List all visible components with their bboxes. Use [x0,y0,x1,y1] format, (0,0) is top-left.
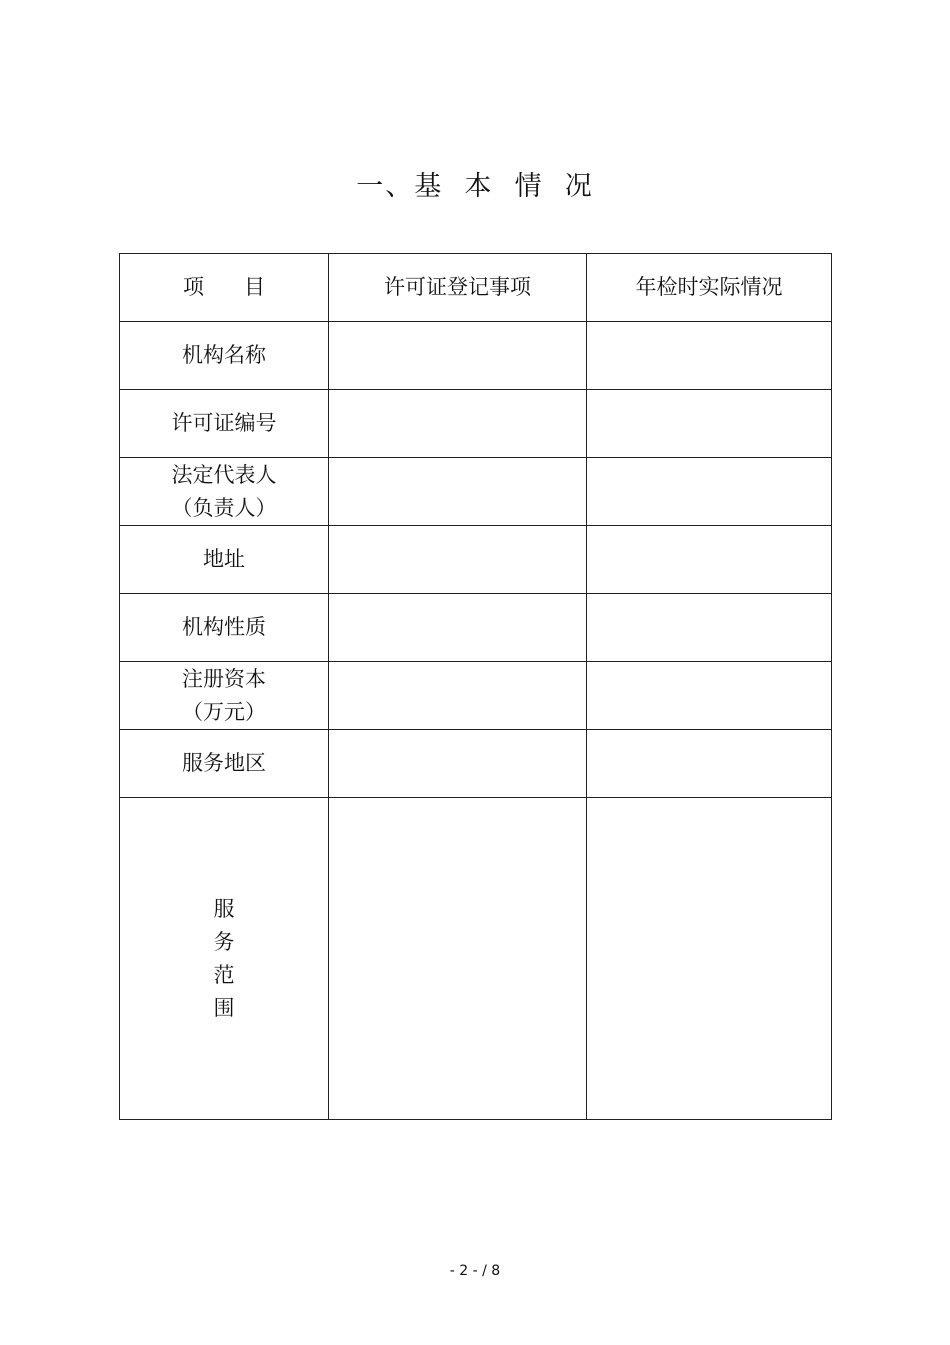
service-scope-actual-cell[interactable] [587,798,832,1120]
license-number-actual-cell[interactable] [587,390,832,458]
row-label-org-name: 机构名称 [120,322,329,390]
table-row [120,798,832,1120]
table-row [120,730,832,798]
address-registered-cell[interactable] [329,526,587,594]
org-name-actual-cell[interactable] [587,322,832,390]
service-area-registered-cell[interactable] [329,730,587,798]
service-area-actual-cell[interactable] [587,730,832,798]
registered-capital-registered-cell[interactable] [329,662,587,730]
table-row [120,662,832,730]
table-row [120,594,832,662]
org-nature-registered-cell[interactable] [329,594,587,662]
table-row [120,526,832,594]
legal-representative-registered-cell[interactable] [329,458,587,526]
header-actual: 年检时实际情况 [587,254,832,322]
page-title: 一、基 本 情 况 [356,171,594,202]
row-label-registered-capital: 注册资本 （万元） [120,662,329,730]
basic-info-table [119,253,832,1120]
address-actual-cell[interactable] [587,526,832,594]
org-name-registered-cell[interactable] [329,322,587,390]
table-row [120,458,832,526]
row-label-legal-representative: 法定代表人 （负责人） [120,458,329,526]
table-row [120,322,832,390]
row-label-service-scope: 服务范围 [213,896,235,1020]
service-scope-registered-cell[interactable] [329,798,587,1120]
row-label-service-area: 服务地区 [120,730,329,798]
page-number: - 2 - / 8 [449,1263,501,1279]
registered-capital-actual-cell[interactable] [587,662,832,730]
org-nature-actual-cell[interactable] [587,594,832,662]
legal-representative-actual-cell[interactable] [587,458,832,526]
license-number-registered-cell[interactable] [329,390,587,458]
row-label-license-number: 许可证编号 [120,390,329,458]
row-label-address: 地址 [120,526,329,594]
row-label-org-nature: 机构性质 [120,594,329,662]
table-header-row [120,254,832,322]
table-row [120,390,832,458]
header-registered: 许可证登记事项 [329,254,587,322]
row-label-service-scope-cell [120,798,329,1120]
header-item: 项 目 [120,254,329,322]
